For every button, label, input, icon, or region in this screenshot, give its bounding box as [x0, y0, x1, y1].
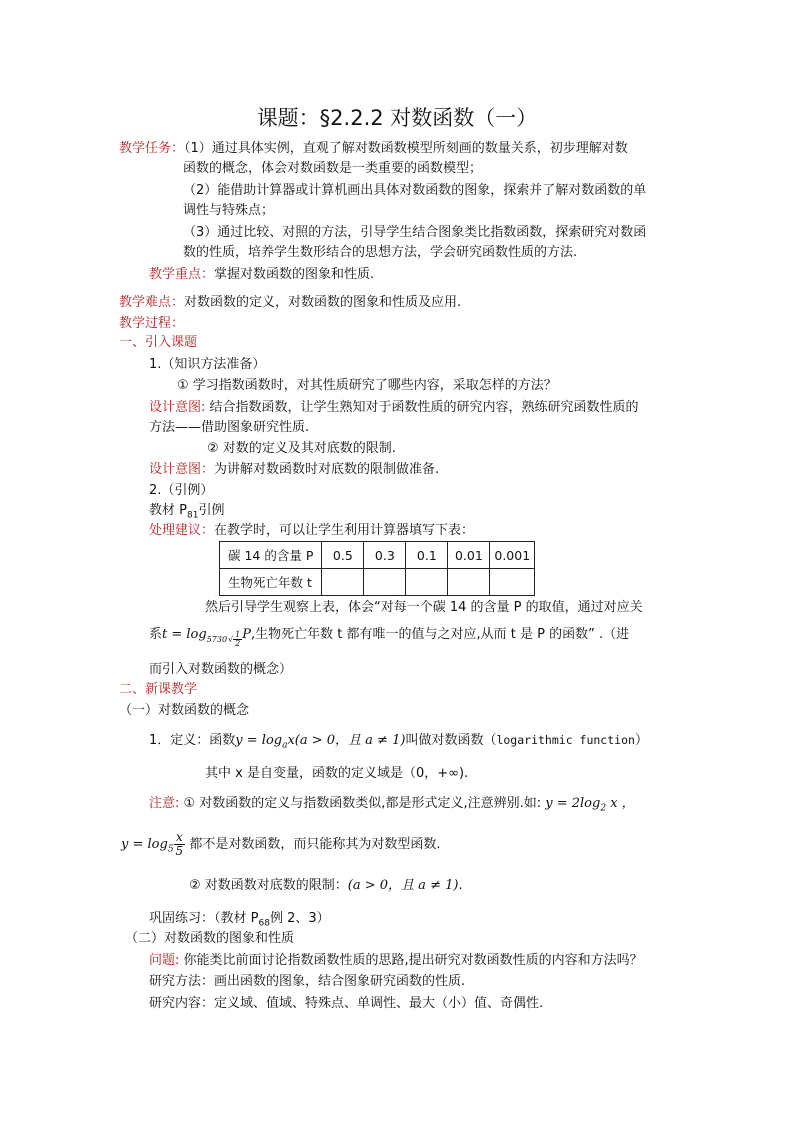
- note-label: 注意:: [149, 796, 180, 811]
- task-line-1: [119, 139, 628, 158]
- note-formula-tail: x ，: [606, 796, 635, 811]
- sub-2-heading: （二）对数函数的图象和性质: [125, 931, 295, 946]
- item-2: 2.（引例）: [149, 483, 214, 498]
- practice-page: 68: [258, 918, 270, 929]
- note2-text: ② 对数函数对底数的限制：: [189, 878, 348, 893]
- f2-numerator: x: [174, 831, 186, 845]
- task-line-6: 数的性质，培养学生数形结合的思想方法，学会研究函数性质的方法.: [183, 245, 578, 260]
- observe2-post: ,生物死亡年数 t 都有唯一的值与之对应,从而 t 是 P 的函数” .（进: [251, 627, 630, 642]
- note-formula-base: 2: [600, 803, 607, 814]
- table-row: [220, 569, 535, 596]
- textbook-tail: 引例: [198, 503, 225, 518]
- question-2: ② 对数的定义及其对底数的限制.: [207, 441, 396, 456]
- observe-line-3: 而引入对数函数的概念）: [149, 662, 293, 677]
- formula-log: t = log: [162, 627, 207, 642]
- task-line-5: （3）通过比较、对照的方法，引导学生结合图象类比指数函数，探索研究对数函: [183, 225, 647, 240]
- design2-text: 为讲解对数函数时对底数的限制做准备.: [214, 462, 440, 477]
- f2-denominator: 5: [175, 844, 184, 858]
- definition: [149, 731, 648, 756]
- task-line-3: （2）能借助计算器或计算机画出具体对数函数的图象，探索并了解对数函数的单: [183, 183, 647, 198]
- practice-tail: 例 2、3）: [269, 911, 330, 926]
- def-pre: 1．定义：函数: [149, 733, 236, 748]
- question-1: ① 学习指数函数时，对其性质研究了哪些内容，采取怎样的方法？: [177, 378, 557, 393]
- formula-base-num: 5730: [206, 634, 228, 644]
- practice-text: 巩固练习：（教材 P: [149, 911, 259, 926]
- table-cell-empty: [448, 569, 490, 596]
- suggestion: [149, 521, 474, 540]
- method: 研究方法：画出函数的图象，结合图象研究函数的性质.: [149, 974, 466, 989]
- suggest-label: 处理建议：: [149, 523, 215, 538]
- formula-p: P: [242, 627, 252, 642]
- process-label: 教学过程：: [119, 316, 185, 331]
- task-line-4: 调性与特殊点；: [183, 203, 275, 218]
- carbon-table: [219, 541, 535, 596]
- observe-line-1: 然后引导学生观察上表，体会“对每一个碳 14 的含量 P 的取值，通过对应关: [205, 600, 643, 615]
- table-cell: 0.001: [490, 542, 535, 569]
- section-1-heading: 一、引入课题: [119, 335, 198, 350]
- item-1: 1.（知识方法准备）: [149, 357, 266, 372]
- def-formula: y = log: [235, 733, 283, 748]
- key-text: 掌握对数函数的图象和性质.: [214, 267, 375, 282]
- task-label: 教学任务：: [119, 141, 185, 156]
- f2-base: 5: [167, 844, 174, 855]
- observe2-pre: 系: [149, 627, 163, 642]
- note-1-cont: [121, 830, 440, 865]
- f2-post: 都不是对数函数，而只能称其为对数型函数.: [189, 837, 441, 852]
- difficulty-label: 教学难点：: [119, 295, 185, 310]
- sub-1-heading: （一）对数函数的概念: [119, 703, 250, 718]
- table-row: [220, 542, 535, 569]
- key-point: [149, 265, 374, 284]
- fraction-numerator: 1: [235, 630, 241, 640]
- design-intent-1: [149, 398, 639, 417]
- def-english: logarithmic function: [496, 733, 635, 747]
- note2-formula: (a > 0，且 a ≠ 1): [347, 878, 459, 893]
- design-intent-2: [149, 460, 439, 479]
- table-head-p: 碳 14 的含量 P: [220, 542, 322, 569]
- page-title: 课题：§2.2.2 对数函数（一）: [256, 106, 538, 130]
- task-line-2: 函数的概念，体会对数函数是一类重要的函数模型；: [183, 161, 483, 176]
- fraction-denominator: 2: [235, 639, 241, 649]
- sqrt-icon: √ $\frac{1}{2}$: [228, 630, 241, 649]
- f2-log: y = log: [121, 837, 168, 852]
- table-cell-empty: [406, 569, 448, 596]
- domain-text: 其中 x 是自变量，函数的定义域是（0，+∞).: [205, 766, 469, 781]
- table-cell-empty: [364, 569, 406, 596]
- note-1: [149, 794, 635, 819]
- table-cell: 0.3: [364, 542, 406, 569]
- observe-line-2: [149, 621, 629, 654]
- question-label: 问题:: [149, 953, 180, 968]
- f2-fraction: [174, 831, 186, 858]
- design-intent-1-cont: 方法——借助图象研究性质.: [149, 420, 310, 435]
- textbook-text: 教材 P: [149, 503, 187, 518]
- textbook-page: 81: [186, 510, 199, 521]
- content: 研究内容：定义域、值域、特殊点、单调性、最大（小）值、奇偶性.: [149, 996, 544, 1011]
- table-cell: 0.5: [322, 542, 364, 569]
- task-text-1: （1）通过具体实例，直观了解对数函数模型所刻画的数量关系，初步理解对数: [184, 141, 628, 156]
- note2-tail: .: [458, 878, 463, 893]
- difficulty-text: 对数函数的定义，对数函数的图象和性质及应用.: [184, 295, 462, 310]
- design1-label: 设计意图:: [149, 400, 206, 415]
- question: [149, 951, 643, 970]
- table-cell: 0.1: [406, 542, 448, 569]
- table-cell-empty: [490, 569, 535, 596]
- def-base: a: [282, 740, 288, 751]
- table-head-t: 生物死亡年数 t: [220, 569, 322, 596]
- note-2: [189, 876, 463, 895]
- design1-text: 结合指数函数，让学生熟知对于函数性质的研究内容，熟练研究函数性质的: [205, 400, 639, 415]
- note-formula: y = 2log: [545, 796, 601, 811]
- suggest-text: 在教学时，可以让学生利用计算器填写下表：: [214, 523, 475, 538]
- question-text: 你能类比前面讨论指数函数性质的思路,提出研究对数函数性质的内容和方法吗？: [179, 953, 643, 968]
- table-cell: 0.01: [448, 542, 490, 569]
- formula-fraction: [233, 631, 242, 648]
- def-post: 叫做对数函数（: [405, 733, 497, 748]
- note-text: ① 对数函数的定义与指数函数类似,都是形式定义,注意辨别.如:: [179, 796, 542, 811]
- def-formula-2: x(a > 0，且 a ≠ 1): [287, 733, 406, 748]
- section-2-heading: 二、新课教学: [119, 682, 198, 697]
- key-label: 教学重点：: [149, 267, 215, 282]
- design2-label: 设计意图：: [149, 462, 215, 477]
- difficulty: [119, 293, 461, 312]
- def-close: ）: [634, 733, 648, 748]
- table-cell-empty: [322, 569, 364, 596]
